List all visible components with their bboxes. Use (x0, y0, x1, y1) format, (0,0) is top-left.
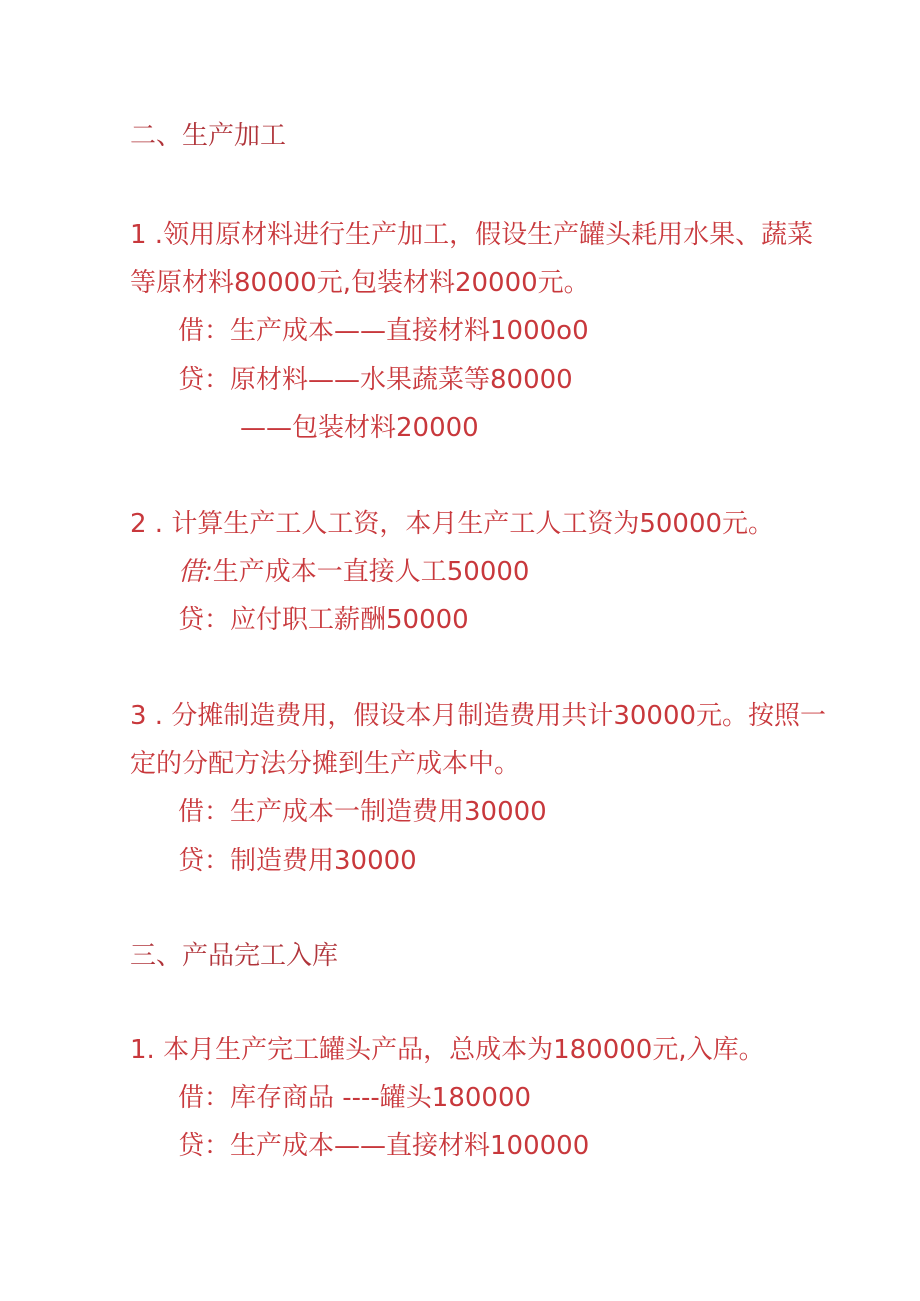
debit-prefix: 借: (178, 557, 213, 587)
item-2-3-line-2: 定的分配方法分摊到生产成本中。 (130, 749, 521, 779)
item-2-1-line-1: 1 .领用原材料进行生产加工，假设生产罐头耗用水果、蔬菜 (130, 220, 814, 250)
item-2-1-credit-entry: 贷：原材料——水果蔬菜等80000 (178, 365, 573, 395)
section-3-heading: 三、产品完工入库 (130, 941, 339, 971)
item-3-1-credit-entry: 贷：生产成本——直接材料100000 (178, 1131, 590, 1161)
debit-rest: 生产成本一直接人工50000 (212, 557, 530, 587)
item-2-2-debit-entry (178, 556, 529, 588)
item-2-2-credit-entry: 贷：应付职工薪酬50000 (178, 605, 469, 635)
item-2-1-debit-entry: 借：生产成本——直接材料1000o0 (178, 316, 589, 346)
item-2-3-line-1: 3 . 分摊制造费用，假设本月制造费用共计30000元。按照一 (130, 701, 827, 731)
item-2-2-line-1: 2 . 计算生产工人工资，本月生产工人工资为50000元。 (130, 509, 775, 539)
item-3-1-line-1: 1. 本月生产完工罐头产品，总成本为180000元,入库。 (130, 1035, 765, 1065)
item-2-1-credit-entry-2: ——包装材料20000 (240, 413, 479, 443)
item-2-3-debit-entry: 借：生产成本一制造费用30000 (178, 797, 547, 827)
item-2-1-line-2: 等原材料80000元,包装材料20000元。 (130, 268, 590, 298)
section-2-heading: 二、生产加工 (130, 121, 287, 151)
item-3-1-debit-entry: 借：库存商品 ----罐头180000 (178, 1083, 532, 1113)
item-2-3-credit-entry: 贷：制造费用30000 (178, 846, 417, 876)
